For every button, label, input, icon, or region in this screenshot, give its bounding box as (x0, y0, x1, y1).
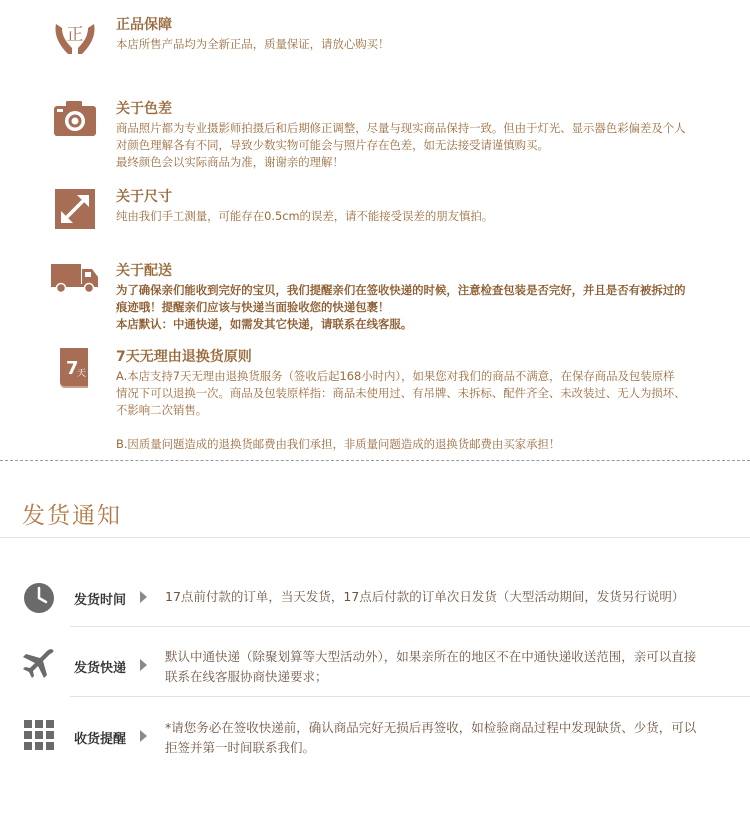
policy-title: 关于配送 (116, 263, 172, 279)
policy-line: 情况下可以退换一次。商品及包装原样指：商品未使用过、有吊牌、未拆标、配件齐全、未改装过、无人为损坏、 (116, 386, 686, 400)
section-divider (0, 460, 750, 461)
clock-icon (22, 581, 56, 615)
policy-line: 为了确保亲们能收到完好的宝贝，我们提醒亲们在签收快递的时候，注意检查包装是否完好，并且是否有被拆过的 (116, 283, 686, 297)
policy-line (116, 419, 740, 436)
policy-line: 本店所售产品均为全新正品，质量保证，请放心购买！ (116, 37, 390, 51)
seven-day-book-icon (50, 346, 100, 392)
shipping-row-text (165, 587, 740, 607)
policy-line: 纯由我们手工测量，可能存在0.5cm的误差，请不能接受误差的朋友慎拍。 (116, 209, 494, 223)
chevron-right-icon (140, 591, 147, 603)
policy-line: B.因质量问题造成的退换货邮费由我们承担，非质量问题造成的退换货邮费由买家承担！ (116, 437, 561, 451)
shipping-section-title: 发货通知 (22, 503, 122, 529)
policy-body (116, 368, 740, 453)
policy-line: 对颜色理解各有不同，导致少数实物可能会与照片存在色差，如无法接受请谨慎购买。 (116, 138, 549, 152)
policy-title: 关于尺寸 (116, 189, 172, 205)
chevron-right-icon (140, 659, 147, 671)
camera-icon (50, 98, 100, 144)
shipping-row-label: 收货提醒 (74, 732, 127, 747)
row-divider (70, 626, 750, 627)
policy-body (116, 120, 740, 171)
shipping-line: 拒签并第一时间联系我们。 (165, 740, 316, 755)
policy-line: 最终颜色会以实际商品为准，谢谢亲的理解！ (116, 155, 344, 169)
airplane-icon (22, 647, 56, 681)
genuine-icon-text: 正 (66, 25, 84, 45)
policy-line: 不影响二次销售。 (116, 403, 208, 417)
policy-body (116, 282, 740, 333)
shipping-line: 默认中通快递（除聚划算等大型活动外），如果亲所在的地区不在中通快递收送范围，亲可以直接 (165, 649, 697, 664)
policy-line: A.本店支持7天无理由退换货服务（签收后起168小时内），如果您对我们的商品不满意，在保存商品及包装原样 (116, 369, 675, 383)
policy-title: 关于色差 (116, 101, 172, 117)
resize-arrow-icon (50, 186, 100, 232)
shipping-row-label: 发货快递 (74, 661, 127, 676)
chevron-right-icon (140, 730, 147, 742)
return-icon-number: 7 (66, 358, 79, 379)
policy-line: 商品照片都为专业摄影师拍摄后和后期修正调整，尽量与现实商品保持一致。但由于灯光、显示器色彩偏差及个人 (116, 121, 686, 135)
policy-body (116, 208, 740, 225)
row-divider (70, 696, 750, 697)
title-divider (0, 537, 750, 538)
shipping-line: 17点前付款的订单，当天发货，17点后付款的订单次日发货（大型活动期间，发货另行说明） (165, 589, 685, 604)
policy-title: 7天无理由退换货原则 (116, 349, 252, 365)
shipping-line: *请您务必在签收快递前，确认商品完好无损后再签收，如检验商品过程中发现缺货、少货，可以 (165, 720, 697, 735)
policy-body (116, 36, 740, 53)
shipping-row-label: 发货时间 (74, 593, 127, 608)
delivery-truck-icon (50, 260, 100, 306)
grid-icon (22, 718, 56, 752)
policy-line: 痕迹哦！提醒亲们应该与快递当面验收您的快递包裹！ (116, 300, 390, 314)
shipping-row-text (165, 647, 740, 687)
shipping-line: 联系在线客服协商快递要求； (165, 669, 328, 684)
policy-title: 正品保障 (116, 17, 172, 33)
return-icon-char: 天 (77, 369, 87, 379)
shipping-row-text (165, 718, 740, 758)
policy-line: 本店默认：中通快递，如需发其它快递，请联系在线客服。 (116, 317, 413, 331)
hands-genuine-icon (50, 14, 100, 60)
